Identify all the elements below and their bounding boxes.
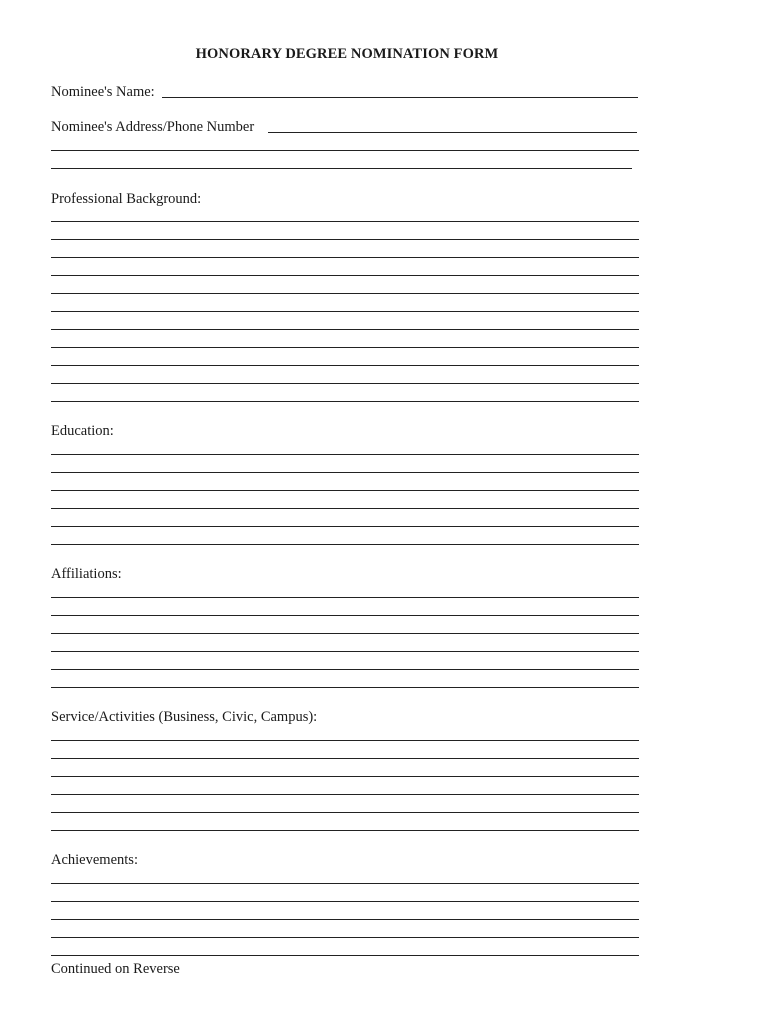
education-line[interactable]: [51, 454, 639, 455]
professional-background-line[interactable]: [51, 257, 639, 258]
service-activities-line[interactable]: [51, 758, 639, 759]
nominee-address-line-3[interactable]: [51, 168, 632, 169]
nominee-name-label: Nominee's Name:: [51, 84, 155, 100]
achievements-line[interactable]: [51, 955, 639, 956]
affiliations-line[interactable]: [51, 597, 639, 598]
affiliations-line[interactable]: [51, 687, 639, 688]
education-line[interactable]: [51, 490, 639, 491]
education-line[interactable]: [51, 544, 639, 545]
continued-on-reverse-note: Continued on Reverse: [51, 961, 180, 977]
achievements-line[interactable]: [51, 883, 639, 884]
affiliations-line[interactable]: [51, 669, 639, 670]
form-title: HONORARY DEGREE NOMINATION FORM: [195, 46, 499, 62]
professional-background-label: Professional Background:: [51, 191, 202, 207]
professional-background-line[interactable]: [51, 275, 639, 276]
professional-background-line[interactable]: [51, 365, 639, 366]
service-activities-line[interactable]: [51, 776, 639, 777]
education-line[interactable]: [51, 526, 639, 527]
professional-background-line[interactable]: [51, 311, 639, 312]
affiliations-line[interactable]: [51, 651, 639, 652]
achievements-line[interactable]: [51, 901, 639, 902]
nominee-address-line-2[interactable]: [51, 150, 639, 151]
professional-background-line[interactable]: [51, 329, 639, 330]
nominee-address-field[interactable]: [268, 132, 637, 133]
achievements-label: Achievements:: [51, 852, 138, 868]
service-activities-line[interactable]: [51, 794, 639, 795]
service-activities-line[interactable]: [51, 740, 639, 741]
professional-background-line[interactable]: [51, 239, 639, 240]
affiliations-label: Affiliations:: [51, 566, 122, 582]
achievements-line[interactable]: [51, 937, 639, 938]
service-activities-line[interactable]: [51, 812, 639, 813]
professional-background-line[interactable]: [51, 383, 639, 384]
professional-background-line[interactable]: [51, 347, 639, 348]
service-activities-line[interactable]: [51, 830, 639, 831]
professional-background-line[interactable]: [51, 293, 639, 294]
service-activities-label: Service/Activities (Business, Civic, Campus):: [51, 709, 318, 725]
achievements-line[interactable]: [51, 919, 639, 920]
education-line[interactable]: [51, 508, 639, 509]
affiliations-line[interactable]: [51, 615, 639, 616]
affiliations-line[interactable]: [51, 633, 639, 634]
professional-background-line[interactable]: [51, 401, 639, 402]
nominee-address-label: Nominee's Address/Phone Number: [51, 119, 255, 135]
education-label: Education:: [51, 423, 114, 439]
nominee-name-field[interactable]: [162, 97, 638, 98]
professional-background-line[interactable]: [51, 221, 639, 222]
education-line[interactable]: [51, 472, 639, 473]
